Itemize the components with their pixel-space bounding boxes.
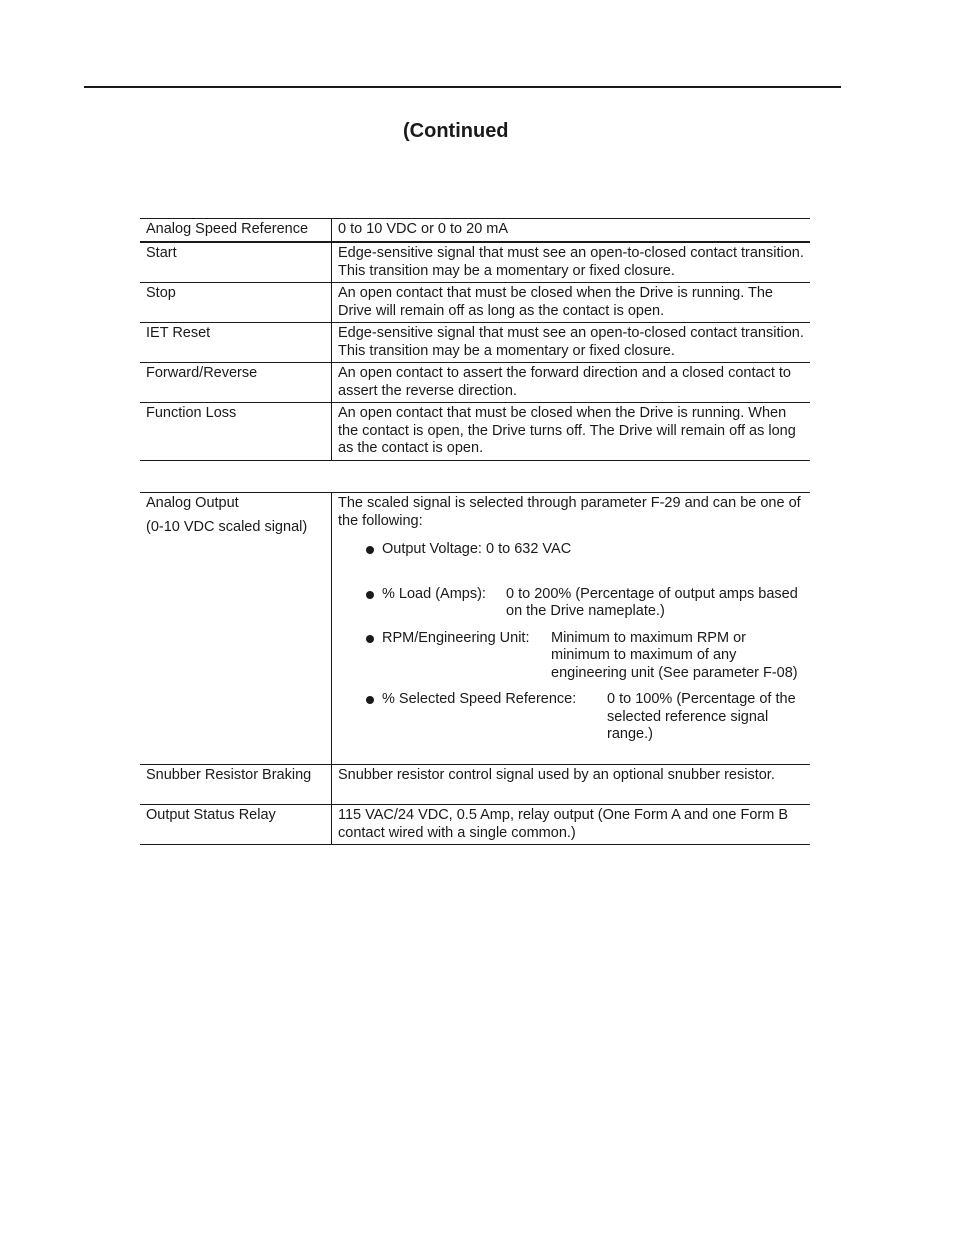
table-row [140, 283, 810, 323]
output-signals-table [140, 492, 810, 845]
table-row [140, 323, 810, 363]
signal-name-cell [140, 493, 332, 765]
signal-subname: (0-10 VDC scaled signal) [146, 518, 308, 535]
signal-description: An open contact that must be closed when the Drive is running. When the contact is open, the Drive turns off. The Drive will remain off as long as the contact is open. [332, 403, 811, 461]
signal-description-cell [332, 493, 811, 765]
signal-name: Analog Speed Reference [140, 219, 332, 243]
signal-name: IET Reset [140, 323, 332, 363]
list-item [366, 630, 804, 683]
page-heading: (Continued [403, 120, 509, 142]
signal-name: Output Status Relay [140, 805, 332, 845]
signal-description: Edge-sensitive signal that must see an open-to-closed contact transition. This transition may be a momentary or fixed closure. [332, 323, 811, 363]
table-row [140, 403, 810, 461]
option-list [338, 541, 804, 744]
signal-name: Analog Output [146, 495, 239, 511]
signal-description: 0 to 10 VDC or 0 to 20 mA [332, 219, 811, 243]
signal-name: Function Loss [140, 403, 332, 461]
signal-name: Forward/Reverse [140, 363, 332, 403]
signal-name: Stop [140, 283, 332, 323]
option-label: Output Voltage: 0 to 632 VAC [382, 541, 572, 557]
table-row [140, 363, 810, 403]
option-value: 0 to 200% (Percentage of output amps based on the Drive nameplate.) [506, 585, 798, 619]
list-item [366, 586, 804, 621]
signal-name: Snubber Resistor Braking [140, 765, 332, 805]
option-value: 0 to 100% (Percentage of the selected reference signal range.) [607, 691, 796, 742]
input-signals-table [140, 218, 810, 461]
option-label: % Load (Amps): [382, 585, 486, 602]
table-row [140, 805, 810, 845]
signal-description: Edge-sensitive signal that must see an open-to-closed contact transition. This transition may be a momentary or fixed closure. [332, 242, 811, 283]
signal-name: Start [140, 242, 332, 283]
signal-description: An open contact that must be closed when the Drive is running. The Drive will remain off as long as the contact is open. [332, 283, 811, 323]
table-row [140, 493, 810, 765]
top-rule [84, 86, 841, 88]
signal-description: An open contact to assert the forward direction and a closed contact to assert the reverse direction. [332, 363, 811, 403]
table-row [140, 219, 810, 243]
option-value: Minimum to maximum RPM or minimum to maximum of any engineering unit (See parameter F-08) [551, 629, 798, 681]
table-row [140, 242, 810, 283]
signal-description: Snubber resistor control signal used by an optional snubber resistor. [332, 765, 811, 805]
signal-description: 115 VAC/24 VDC, 0.5 Amp, relay output (One Form A and one Form B contact wired with a single common.) [332, 805, 811, 845]
option-label: % Selected Speed Reference: [382, 691, 577, 707]
list-item [366, 691, 804, 744]
list-item [366, 541, 804, 559]
signal-description: The scaled signal is selected through parameter F-29 and can be one of the following: [338, 495, 801, 529]
option-label: RPM/Engineering Unit: [382, 629, 530, 646]
table-row [140, 765, 810, 805]
